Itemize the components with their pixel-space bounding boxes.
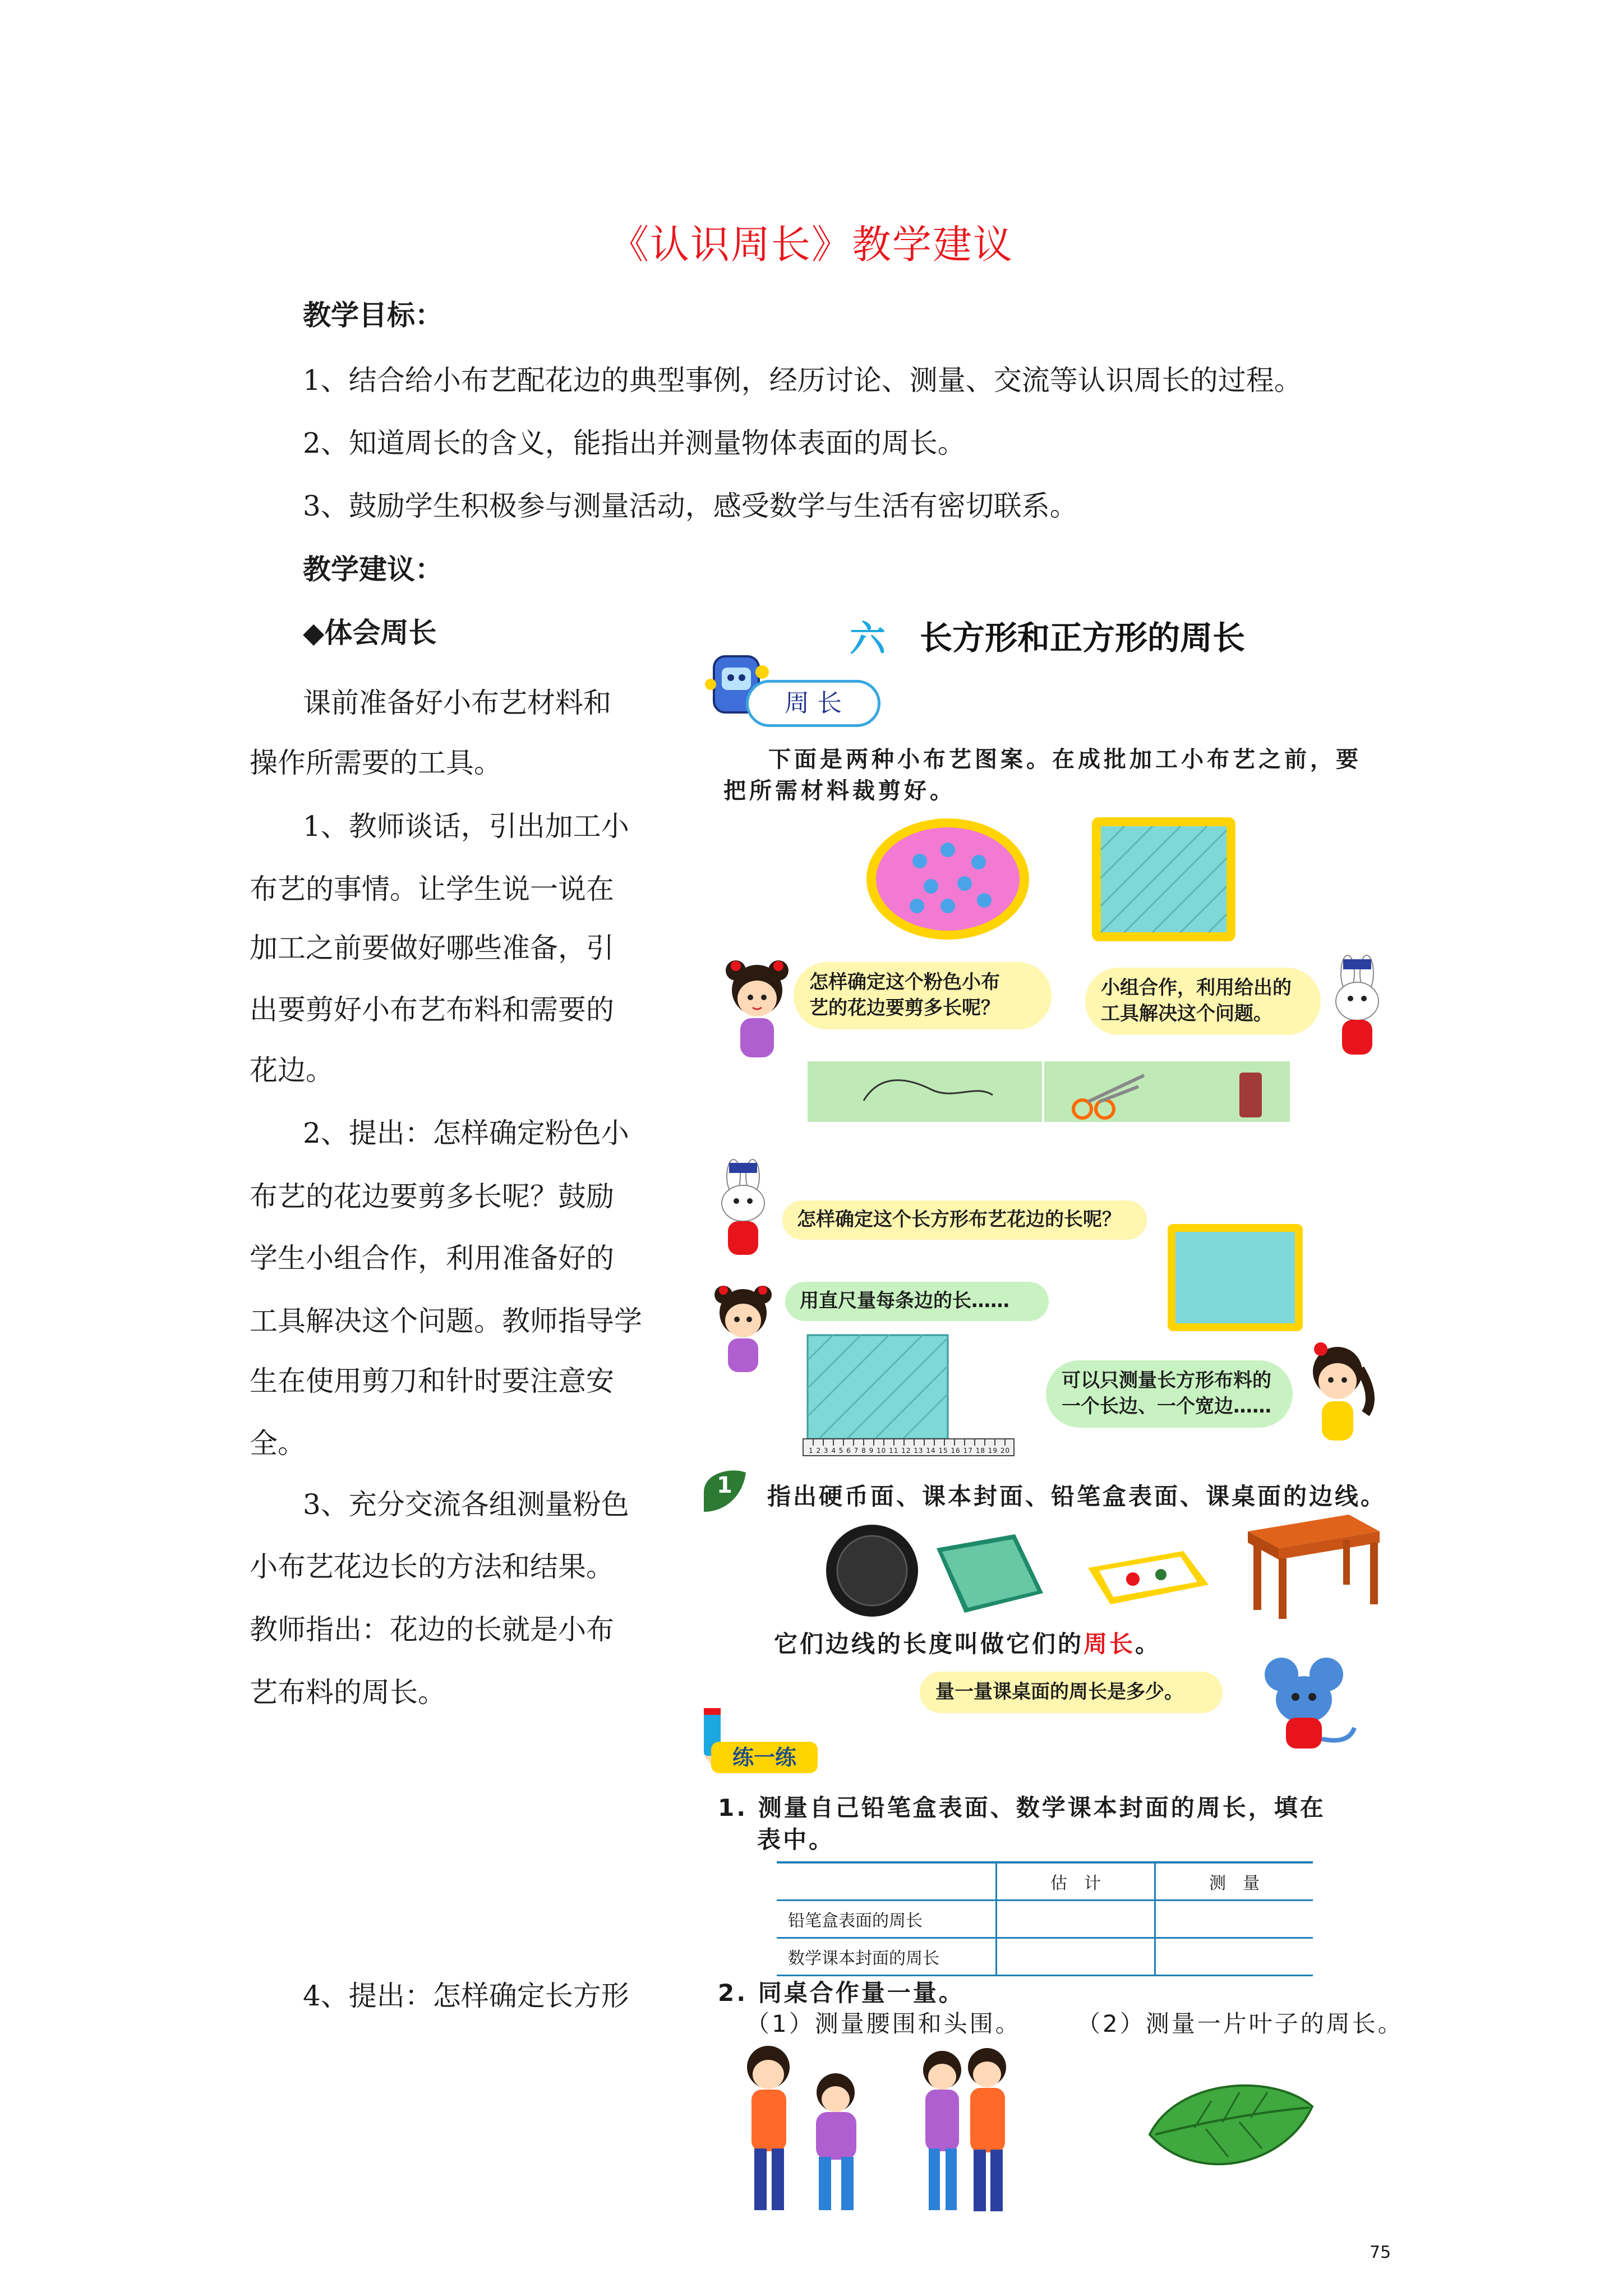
- objectives-heading: 教学目标：: [303, 298, 443, 332]
- children-measuring-head-icon: [909, 2036, 1021, 2221]
- bubble-line: 小组合作，利用给出的: [1101, 977, 1292, 999]
- bubble-line: 艺的花边要剪多长呢？: [809, 996, 1000, 1019]
- definition-term: 周长: [1083, 1630, 1136, 1658]
- left-line: 艺布料的周长。: [250, 1676, 446, 1709]
- objective-3: 3、鼓励学生积极参与测量活动，感受数学与生活有密切联系。: [303, 490, 1078, 522]
- mouse-character-icon: [1259, 1655, 1360, 1753]
- bubble-line: 一个长边、一个宽边……: [1062, 1395, 1271, 1418]
- left-line: 学生小组合作，利用准备好的: [250, 1242, 614, 1274]
- intro-line-1: 下面是两种小布艺图案。在成批加工小布艺之前，要: [768, 747, 1362, 772]
- table-cell-estimate[interactable]: [997, 1901, 1155, 1938]
- left-line: 3、充分交流各组测量粉色: [303, 1488, 629, 1521]
- table-row: [777, 1938, 1313, 1976]
- pink-oval-cloth: [864, 816, 1032, 942]
- measurement-table: [777, 1861, 1313, 1976]
- book-icon: [931, 1531, 1049, 1616]
- exercise-1-line-2: 表中。: [757, 1826, 835, 1853]
- speech-bubble: [1085, 968, 1321, 1035]
- ruler-digits: 1 2 3 4 5 6 7 8 9 10 11 12 13 14 15 16 17 18 19 20: [809, 1447, 1011, 1455]
- table-header-cell: [777, 1862, 997, 1901]
- table-header-cell: 估 计: [997, 1862, 1155, 1901]
- suggestions-heading: 教学建议：: [303, 553, 443, 586]
- left-line: 1、教师谈话，引出加工小: [303, 810, 629, 843]
- chapter-title: 长方形和正方形的周长: [920, 619, 1246, 657]
- ruler-measurement: [802, 1332, 1015, 1461]
- table-header-row: [777, 1862, 1313, 1901]
- definition-pre: 它们边线的长度叫做它们的: [774, 1630, 1084, 1658]
- desk-icon: [1242, 1509, 1382, 1621]
- coin-icon: [824, 1523, 920, 1618]
- left-line: 工具解决这个问题。教师指导学: [250, 1305, 642, 1337]
- table-cell-estimate[interactable]: [997, 1938, 1155, 1976]
- girl-character-icon: [712, 1279, 774, 1374]
- children-measuring-waist-icon: [723, 2042, 892, 2221]
- left-line: 课前准备好小布艺材料和: [303, 687, 611, 719]
- left-line: 生在使用剪刀和针时要注意安: [250, 1365, 614, 1397]
- table-header-cell: 测 量: [1155, 1862, 1313, 1901]
- intro-line-2: 把所需材料裁剪好。: [723, 778, 956, 804]
- bubble-line: 工具解决这个问题。: [1101, 1002, 1272, 1025]
- bubble-line: 怎样确定这个粉色小布: [809, 971, 1000, 993]
- table-cell-measure[interactable]: [1155, 1938, 1313, 1976]
- lesson-tag: 周 长: [746, 680, 880, 727]
- left-line: 4、提出：怎样确定长方形: [303, 1980, 629, 2012]
- practice-tag: 练一练: [711, 1742, 818, 1773]
- speech-bubble: 用直尺量每条边的长……: [785, 1282, 1049, 1321]
- girl-character-icon: [1304, 1335, 1377, 1447]
- table-cell: 数学课本封面的周长: [777, 1938, 997, 1976]
- left-line: 小布艺花边长的方法和结果。: [250, 1550, 614, 1583]
- left-line: 加工之前要做好哪些准备，引: [250, 932, 614, 964]
- teal-rectangle: [1166, 1223, 1304, 1332]
- exercise-2b: （2）测量一片叶子的周长。: [1077, 2010, 1404, 2037]
- item1-text: 指出硬币面、课本封面、铅笔盒表面、课桌面的边线。: [767, 1483, 1387, 1510]
- speech-bubble: [1046, 1360, 1293, 1428]
- left-line: 教师指出：花边的长就是小布: [250, 1613, 614, 1646]
- girl-character-icon: [723, 954, 791, 1060]
- left-line: 布艺的事情。让学生说一说在: [250, 873, 614, 905]
- rabbit-character-icon: [712, 1158, 774, 1259]
- exercise-2: 2. 同桌合作量一量。: [718, 1979, 965, 2007]
- left-line: 花边。: [250, 1054, 334, 1087]
- page-number: 75: [1370, 2243, 1391, 2262]
- table-row: [777, 1901, 1313, 1938]
- scissors-icon: [1073, 1075, 1144, 1118]
- objective-1: 1、结合给小布艺配花边的典型事例，经历讨论、测量、交流等认识周长的过程。: [303, 364, 1302, 397]
- speech-bubble: 怎样确定这个长方形布艺花边的长呢？: [782, 1200, 1147, 1240]
- teal-rectangle-cloth: [1091, 816, 1237, 942]
- pencil-box-icon: [1082, 1545, 1211, 1607]
- definition-line: [774, 1626, 1161, 1659]
- page-title: 《认识周长》教学建议: [610, 222, 1013, 268]
- item-number: 1: [717, 1473, 732, 1498]
- table-cell-measure[interactable]: [1155, 1901, 1313, 1938]
- left-line: 2、提出：怎样确定粉色小: [303, 1117, 629, 1149]
- objective-2: 2、知道周长的含义，能指出并测量物体表面的周长。: [303, 427, 966, 459]
- tools-strip: [808, 1061, 1290, 1122]
- left-line: 全。: [250, 1427, 306, 1460]
- section-heading: ◆体会周长: [303, 616, 437, 649]
- left-line: 操作所需要的工具。: [250, 747, 502, 779]
- left-line: 布艺的花边要剪多长呢？鼓励: [250, 1180, 614, 1213]
- bubble-line: 可以只测量长方形布料的: [1062, 1369, 1271, 1392]
- leaf-icon: [1144, 2073, 1318, 2179]
- definition-post: 。: [1135, 1630, 1161, 1658]
- speech-bubble: [794, 962, 1052, 1029]
- exercise-2a: （1）测量腰围和头围。: [746, 2010, 1021, 2037]
- chapter-number: 六: [850, 619, 886, 660]
- speech-bubble: 量一量课桌面的周长是多少。: [920, 1672, 1223, 1713]
- thread-icon: [864, 1080, 993, 1101]
- table-cell: 铅笔盒表面的周长: [777, 1901, 997, 1938]
- rabbit-character-icon: [1326, 954, 1388, 1060]
- left-line: 出要剪好小布艺布料和需要的: [250, 993, 614, 1026]
- exercise-1-line-1: 1. 测量自己铅笔盒表面、数学课本封面的周长，填在: [718, 1794, 1326, 1821]
- thread-spool-icon: [1239, 1073, 1262, 1117]
